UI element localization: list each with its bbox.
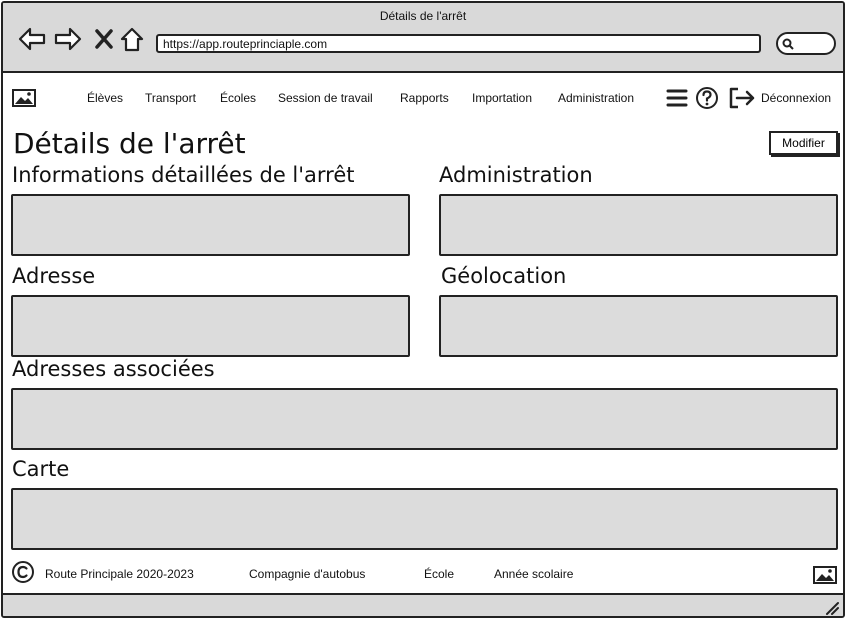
home-icon <box>118 26 146 52</box>
help-icon[interactable] <box>695 86 719 110</box>
geolocation-panel <box>439 295 838 357</box>
footer-image-icon <box>813 566 837 584</box>
browser-chrome <box>3 3 843 73</box>
administration-panel <box>439 194 838 256</box>
associated-addresses-panel <box>11 388 838 450</box>
address-panel <box>11 295 410 357</box>
section-title-details: Informations détaillées de l'arrêt <box>12 163 355 187</box>
edit-button[interactable]: Modifier <box>769 131 838 155</box>
section-title-map: Carte <box>12 457 70 481</box>
details-panel <box>11 194 410 256</box>
copyright-icon <box>11 560 35 584</box>
footer-copyright: Route Principale 2020-2023 <box>45 567 194 581</box>
nav-item-rapports[interactable]: Rapports <box>400 91 449 105</box>
logo-image-icon[interactable] <box>12 89 36 107</box>
section-title-administration: Administration <box>439 163 593 187</box>
status-bar <box>3 593 843 618</box>
close-icon <box>90 26 118 52</box>
arrow-right-icon <box>54 26 82 52</box>
stop-button[interactable] <box>89 25 119 53</box>
section-title-address: Adresse <box>12 264 96 288</box>
footer-link-school[interactable]: École <box>424 567 455 581</box>
nav-item-transport[interactable]: Transport <box>145 91 196 105</box>
url-bar[interactable]: https://app.routeprinciaple.com <box>156 34 761 53</box>
footer-link-school-year[interactable]: Année scolaire <box>494 567 574 581</box>
window-title: Détails de l'arrêt <box>379 9 467 23</box>
section-title-associated-addresses: Adresses associées <box>12 357 215 381</box>
page-title: Détails de l'arrêt <box>13 127 246 160</box>
menu-icon[interactable] <box>666 87 688 109</box>
footer-link-bus-company[interactable]: Compagnie d'autobus <box>249 567 366 581</box>
app-nav <box>3 75 843 121</box>
arrow-left-icon <box>18 26 46 52</box>
nav-item-eleves[interactable]: Élèves <box>87 91 124 105</box>
logout-icon[interactable] <box>728 87 756 109</box>
nav-item-importation[interactable]: Importation <box>472 91 533 105</box>
footer <box>3 555 843 593</box>
nav-item-ecoles[interactable]: Écoles <box>220 91 257 105</box>
nav-item-administration[interactable]: Administration <box>558 91 635 105</box>
resize-grip-icon[interactable] <box>825 601 839 615</box>
forward-button[interactable] <box>53 25 83 53</box>
browser-search[interactable] <box>776 32 836 55</box>
nav-item-session-de-travail[interactable]: Session de travail <box>278 91 373 105</box>
section-title-geolocation: Géolocation <box>441 264 567 288</box>
search-icon <box>782 38 794 50</box>
browser-window <box>1 1 845 618</box>
logout-link[interactable]: Déconnexion <box>761 91 832 105</box>
map-panel <box>11 488 838 550</box>
home-button[interactable] <box>117 25 147 53</box>
back-button[interactable] <box>17 25 47 53</box>
